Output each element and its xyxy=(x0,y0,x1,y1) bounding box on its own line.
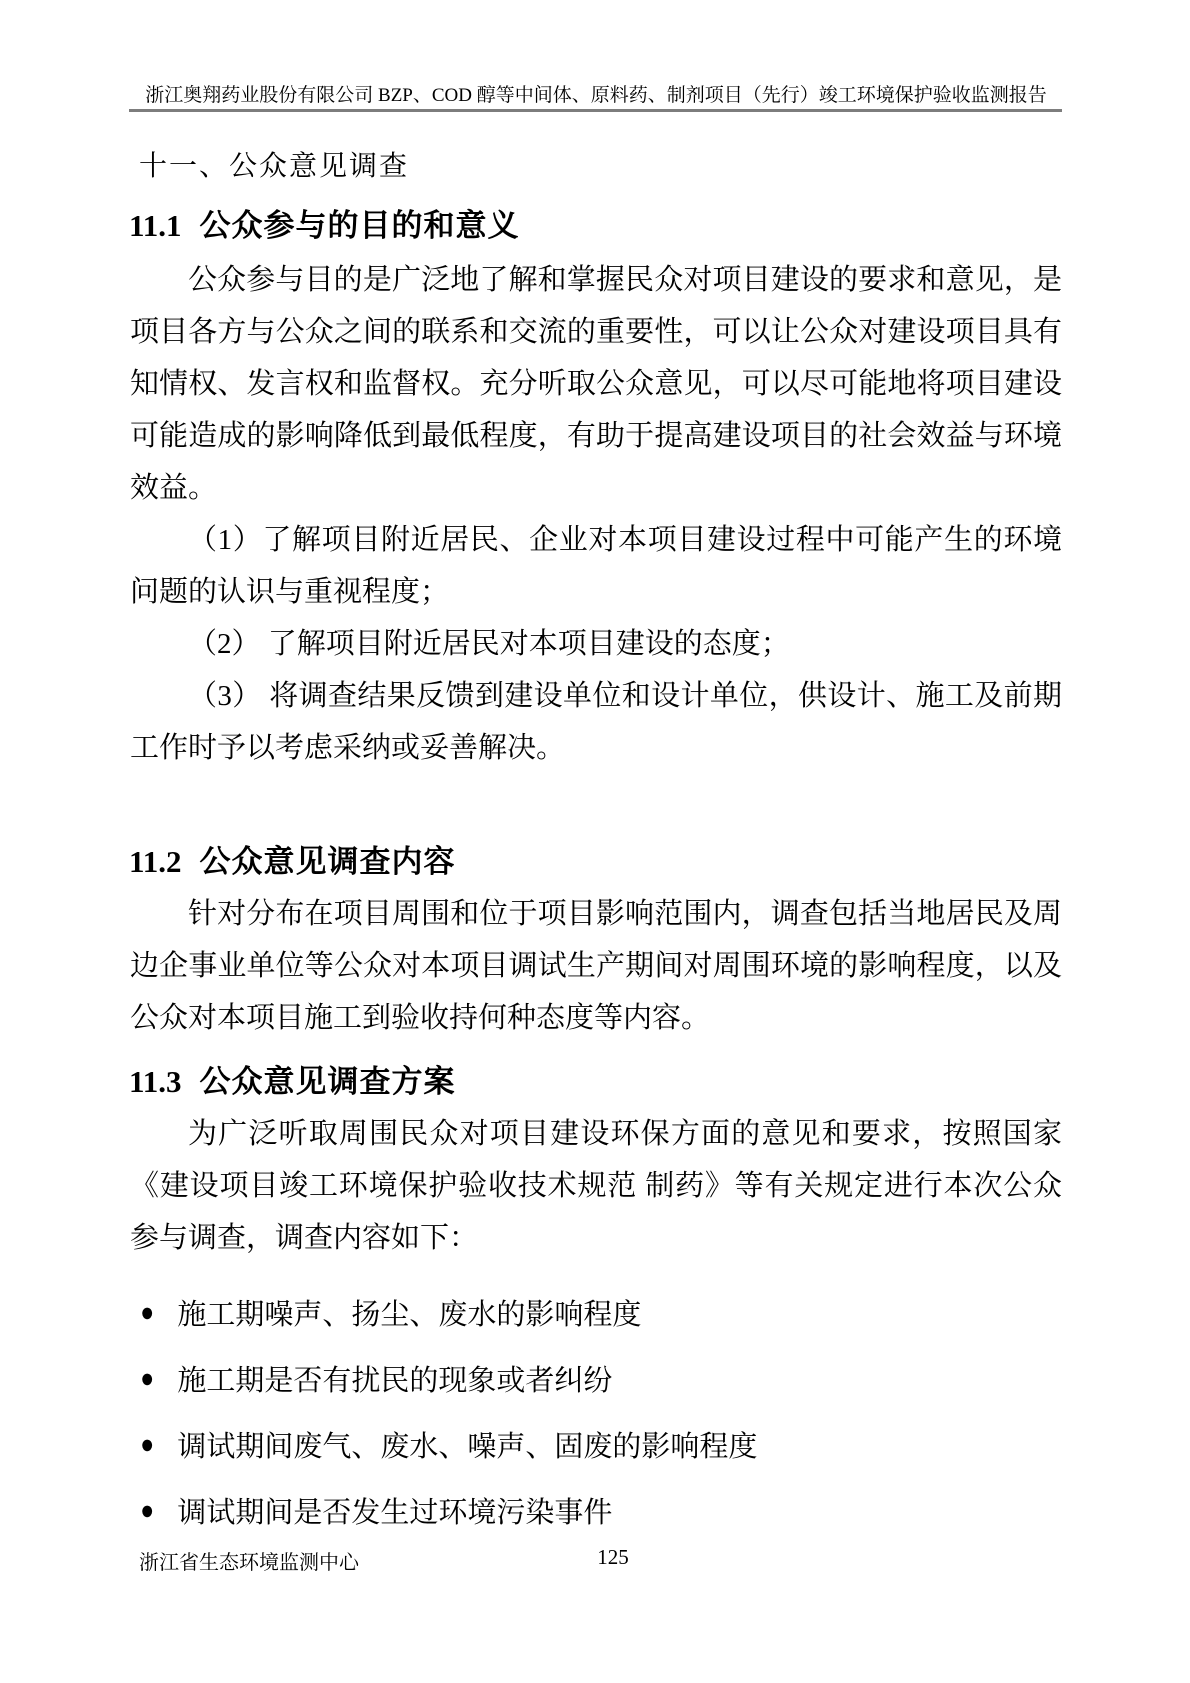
footer-page-number: 125 xyxy=(597,1545,629,1569)
bullet-icon: ● xyxy=(140,1428,155,1459)
section-body-11-1 xyxy=(130,254,1062,774)
paragraph: （3） 将调查结果反馈到建设单位和设计单位，供设计、施工及前期工作时予以考虑采纳或妥善解决。 xyxy=(130,680,1062,764)
paragraph: 针对分布在项目周围和位于项目影响范围内，调查包括当地居民及周边企事业单位等公众对本项目调试生产期间对周围环境的影响程度，以及公众对本项目施工到验收持何种态度等内容。 xyxy=(130,898,1062,1034)
list-item-text: 调试期间是否发生过环境污染事件 xyxy=(177,1496,613,1529)
section-number: 11.1 xyxy=(129,208,182,243)
list-item xyxy=(139,1286,1061,1338)
section-number: 11.2 xyxy=(129,844,182,879)
chapter-title: 十一、公众意见调查 xyxy=(139,151,410,182)
bullet-icon: ● xyxy=(140,1494,155,1525)
paragraph: （1）了解项目附近居民、企业对本项目建设过程中可能产生的环境问题的认识与重视程度； xyxy=(130,524,1062,608)
paragraph: 为广泛听取周围民众对项目建设环保方面的意见和要求，按照国家《建设项目竣工环境保护验收技术规范 制药》等有关规定进行本次公众参与调查，调查内容如下： xyxy=(130,1118,1062,1254)
survey-topic-list xyxy=(139,1286,1061,1550)
section-heading-11-1 xyxy=(129,200,520,245)
list-item-text: 施工期噪声、扬尘、废水的影响程度 xyxy=(177,1298,642,1331)
paragraph: 公众参与目的是广泛地了解和掌握民众对项目建设的要求和意见，是项目各方与公众之间的联系和交流的重要性，可以让公众对建设项目具有知情权、发言权和监督权。充分听取公众意见，可以尽可能地将项目建设可能造成的影响降低到最低程度，有助于提高建设项目的社会效益与环境效益。 xyxy=(130,264,1062,504)
page-header-title: 浙江奥翔药业股份有限公司 BZP、COD 醇等中间体、原料药、制剂项目（先行）竣工环境保护验收监测报告 xyxy=(145,85,1047,106)
bullet-icon: ● xyxy=(140,1296,155,1327)
section-heading-11-2 xyxy=(129,836,456,881)
section-number: 11.3 xyxy=(129,1064,182,1099)
header-divider xyxy=(129,109,1062,112)
list-item xyxy=(139,1418,1061,1470)
paragraph: （2） 了解项目附近居民对本项目建设的态度； xyxy=(188,628,790,660)
section-body-11-2 xyxy=(130,888,1062,1044)
footer-organization: 浙江省生态环境监测中心 xyxy=(139,1552,359,1574)
section-title: 公众意见调查方案 xyxy=(199,1064,456,1099)
list-item xyxy=(139,1352,1061,1404)
section-body-11-3 xyxy=(130,1108,1062,1264)
section-title: 公众参与的目的和意义 xyxy=(199,208,520,243)
section-title: 公众意见调查内容 xyxy=(199,844,456,879)
section-heading-11-3 xyxy=(129,1056,456,1101)
list-item xyxy=(139,1484,1061,1536)
list-item-text: 调试期间废气、废水、噪声、固废的影响程度 xyxy=(177,1430,758,1463)
bullet-icon: ● xyxy=(140,1362,155,1393)
list-item-text: 施工期是否有扰民的现象或者纠纷 xyxy=(177,1364,613,1397)
